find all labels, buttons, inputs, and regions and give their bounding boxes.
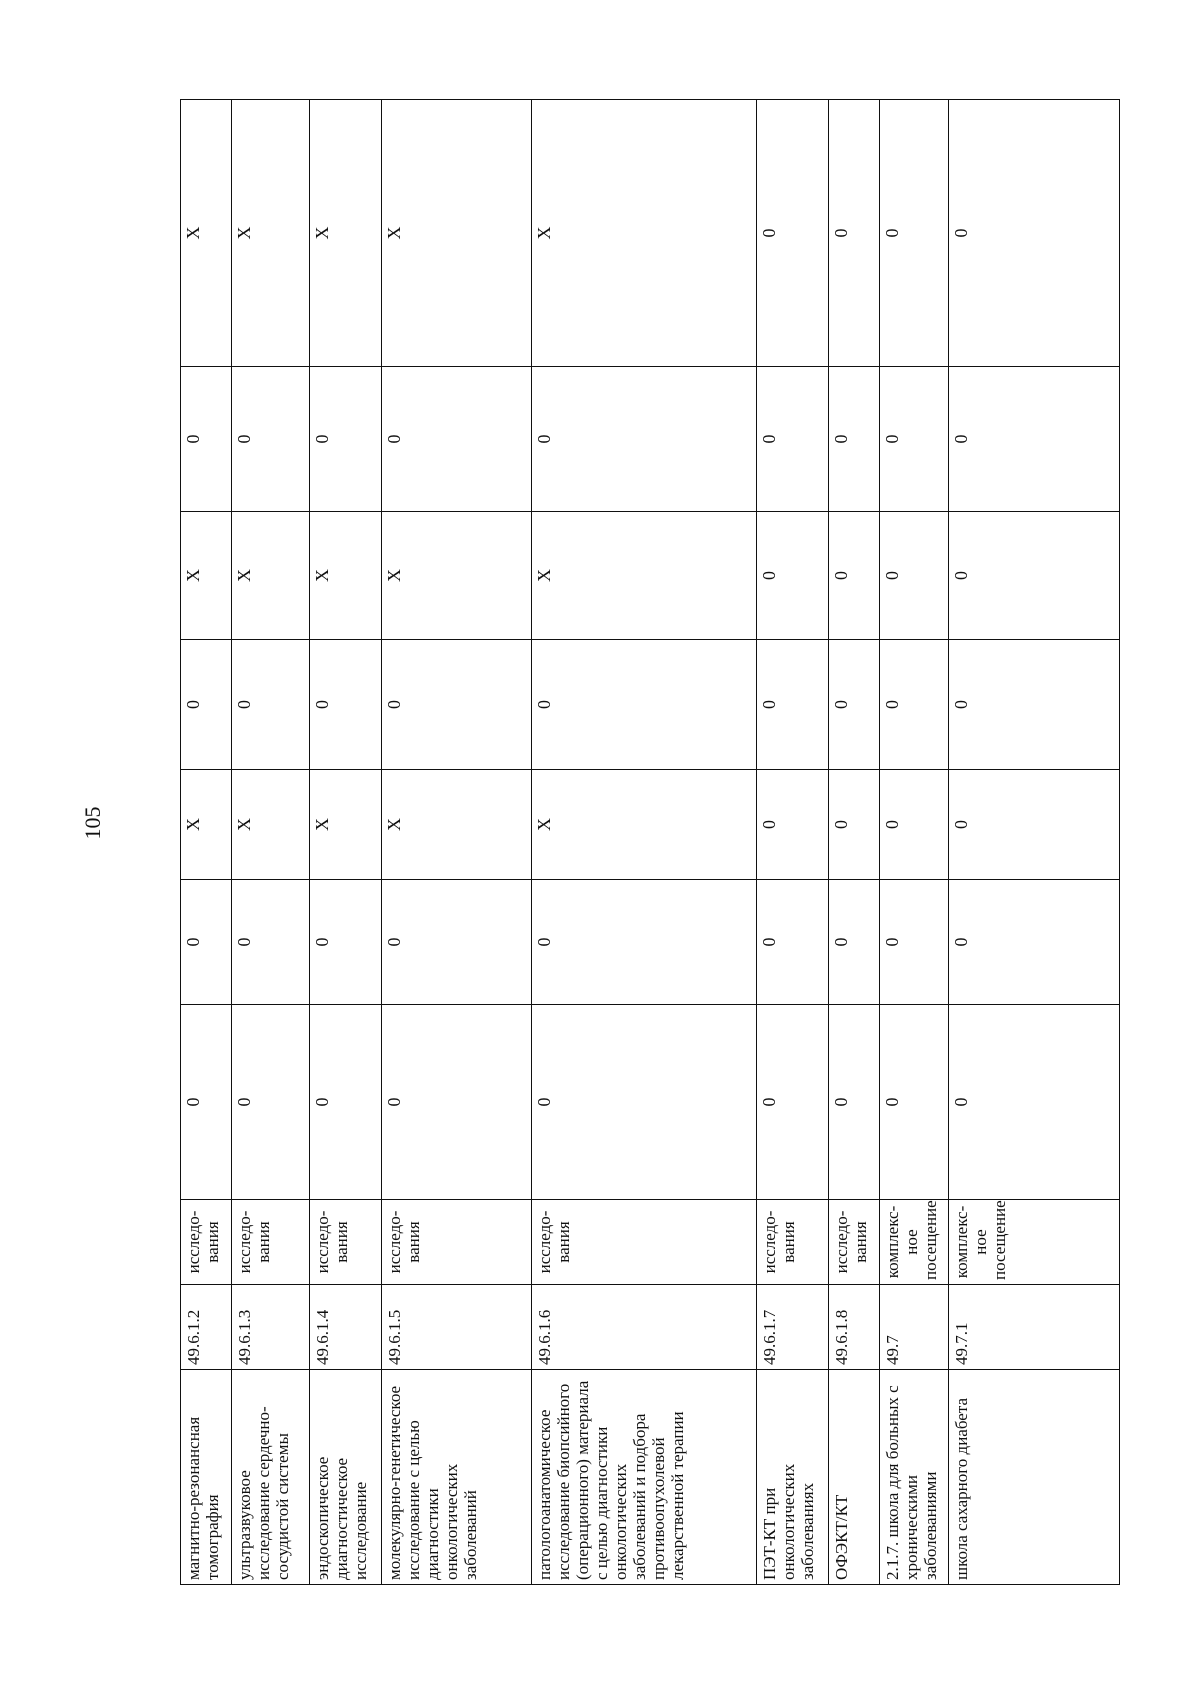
value-cell: 0 <box>757 512 829 640</box>
value-cell: 0 <box>880 1005 949 1200</box>
value-cell: 0 <box>949 640 1120 770</box>
value-cell: X <box>382 770 532 880</box>
row-unit-cell: исследо-вания <box>382 1200 532 1285</box>
value-cell: 0 <box>232 367 310 512</box>
value-cell: 0 <box>532 1005 757 1200</box>
value-cell: 0 <box>757 1005 829 1200</box>
value-cell: 0 <box>310 1005 382 1200</box>
rotated-table <box>180 100 1120 1585</box>
value-cell: X <box>232 512 310 640</box>
table-row <box>232 100 310 1585</box>
value-cell: 0 <box>181 880 232 1005</box>
row-unit-cell: комплекс-ное посещение <box>880 1200 949 1285</box>
table-row <box>949 100 1120 1585</box>
value-cell: 0 <box>382 367 532 512</box>
row-code-cell: 49.6.1.8 <box>829 1285 880 1370</box>
row-name-cell: ПЭТ-КТ при онкологических заболеваниях <box>757 1370 829 1585</box>
table-row <box>532 100 757 1585</box>
row-code-cell: 49.6.1.6 <box>532 1285 757 1370</box>
value-cell: 0 <box>232 640 310 770</box>
value-cell: X <box>232 100 310 367</box>
value-cell: 0 <box>829 367 880 512</box>
value-cell: 0 <box>829 880 880 1005</box>
row-unit-cell: исследо-вания <box>310 1200 382 1285</box>
table-row <box>880 100 949 1585</box>
value-cell: 0 <box>829 770 880 880</box>
value-cell: 0 <box>757 100 829 367</box>
value-cell: 0 <box>829 640 880 770</box>
value-cell: 0 <box>880 880 949 1005</box>
row-unit-cell: исследо-вания <box>829 1200 880 1285</box>
value-cell: X <box>181 100 232 367</box>
row-name-cell: эндоскопическое диагностическое исследование <box>310 1370 382 1585</box>
value-cell: 0 <box>181 640 232 770</box>
row-code-cell: 49.7.1 <box>949 1285 1120 1370</box>
value-cell: 0 <box>310 640 382 770</box>
row-name-cell: ультразвуковое исследование сердечно-сосудистой системы <box>232 1370 310 1585</box>
value-cell: X <box>382 100 532 367</box>
value-cell: 0 <box>949 100 1120 367</box>
value-cell: X <box>382 512 532 640</box>
value-cell: 0 <box>532 640 757 770</box>
rotated-table-wrapper <box>180 100 1120 1585</box>
row-code-cell: 49.7 <box>880 1285 949 1370</box>
value-cell: 0 <box>949 1005 1120 1200</box>
value-cell: 0 <box>880 367 949 512</box>
row-name-cell: молекулярно-генетическое исследование с целью диагностики онкологических заболеваний <box>382 1370 532 1585</box>
value-cell: X <box>232 770 310 880</box>
value-cell: 0 <box>949 512 1120 640</box>
row-unit-cell: комплекс-ное посещение <box>949 1200 1120 1285</box>
row-code-cell: 49.6.1.3 <box>232 1285 310 1370</box>
row-name-cell: 2.1.7. школа для больных с хроническими заболеваниями <box>880 1370 949 1585</box>
table-body <box>181 100 1120 1585</box>
value-cell: 0 <box>880 100 949 367</box>
value-cell: 0 <box>532 880 757 1005</box>
value-cell: 0 <box>532 367 757 512</box>
value-cell: 0 <box>757 880 829 1005</box>
row-unit-cell: исследо-вания <box>757 1200 829 1285</box>
row-code-cell: 49.6.1.4 <box>310 1285 382 1370</box>
table-row <box>181 100 232 1585</box>
value-cell: 0 <box>310 367 382 512</box>
value-cell: 0 <box>880 640 949 770</box>
row-name-cell: ОФЭКТ/КТ <box>829 1370 880 1585</box>
value-cell: 0 <box>382 880 532 1005</box>
value-cell: X <box>181 770 232 880</box>
value-cell: X <box>532 770 757 880</box>
row-code-cell: 49.6.1.2 <box>181 1285 232 1370</box>
value-cell: 0 <box>949 367 1120 512</box>
data-table <box>180 99 1120 1585</box>
value-cell: X <box>532 512 757 640</box>
row-code-cell: 49.6.1.7 <box>757 1285 829 1370</box>
row-unit-cell: исследо-вания <box>232 1200 310 1285</box>
table-row <box>757 100 829 1585</box>
value-cell: X <box>310 770 382 880</box>
value-cell: 0 <box>880 512 949 640</box>
value-cell: 0 <box>310 880 382 1005</box>
value-cell: X <box>181 512 232 640</box>
row-unit-cell: исследо-вания <box>181 1200 232 1285</box>
value-cell: 0 <box>232 880 310 1005</box>
row-name-cell: магнитно-резонансная томография <box>181 1370 232 1585</box>
value-cell: 0 <box>181 1005 232 1200</box>
value-cell: X <box>310 512 382 640</box>
value-cell: 0 <box>757 640 829 770</box>
value-cell: 0 <box>880 770 949 880</box>
value-cell: 0 <box>382 1005 532 1200</box>
row-name-cell: патологоанатомическое исследование биопсийного (операционного) материала с целью диагностики онкологических заболеваний и подбора противоопухолевой лекарственной терапии <box>532 1370 757 1585</box>
row-code-cell: 49.6.1.5 <box>382 1285 532 1370</box>
page-number: 105 <box>80 806 105 840</box>
row-name-cell: школа сахарного диабета <box>949 1370 1120 1585</box>
value-cell: X <box>532 100 757 367</box>
value-cell: 0 <box>232 1005 310 1200</box>
value-cell: 0 <box>181 367 232 512</box>
value-cell: 0 <box>829 1005 880 1200</box>
value-cell: X <box>310 100 382 367</box>
value-cell: 0 <box>949 880 1120 1005</box>
value-cell: 0 <box>829 100 880 367</box>
table-row <box>310 100 382 1585</box>
value-cell: 0 <box>829 512 880 640</box>
row-unit-cell: исследо-вания <box>532 1200 757 1285</box>
value-cell: 0 <box>382 640 532 770</box>
value-cell: 0 <box>757 367 829 512</box>
table-row <box>829 100 880 1585</box>
value-cell: 0 <box>757 770 829 880</box>
value-cell: 0 <box>949 770 1120 880</box>
table-row <box>382 100 532 1585</box>
